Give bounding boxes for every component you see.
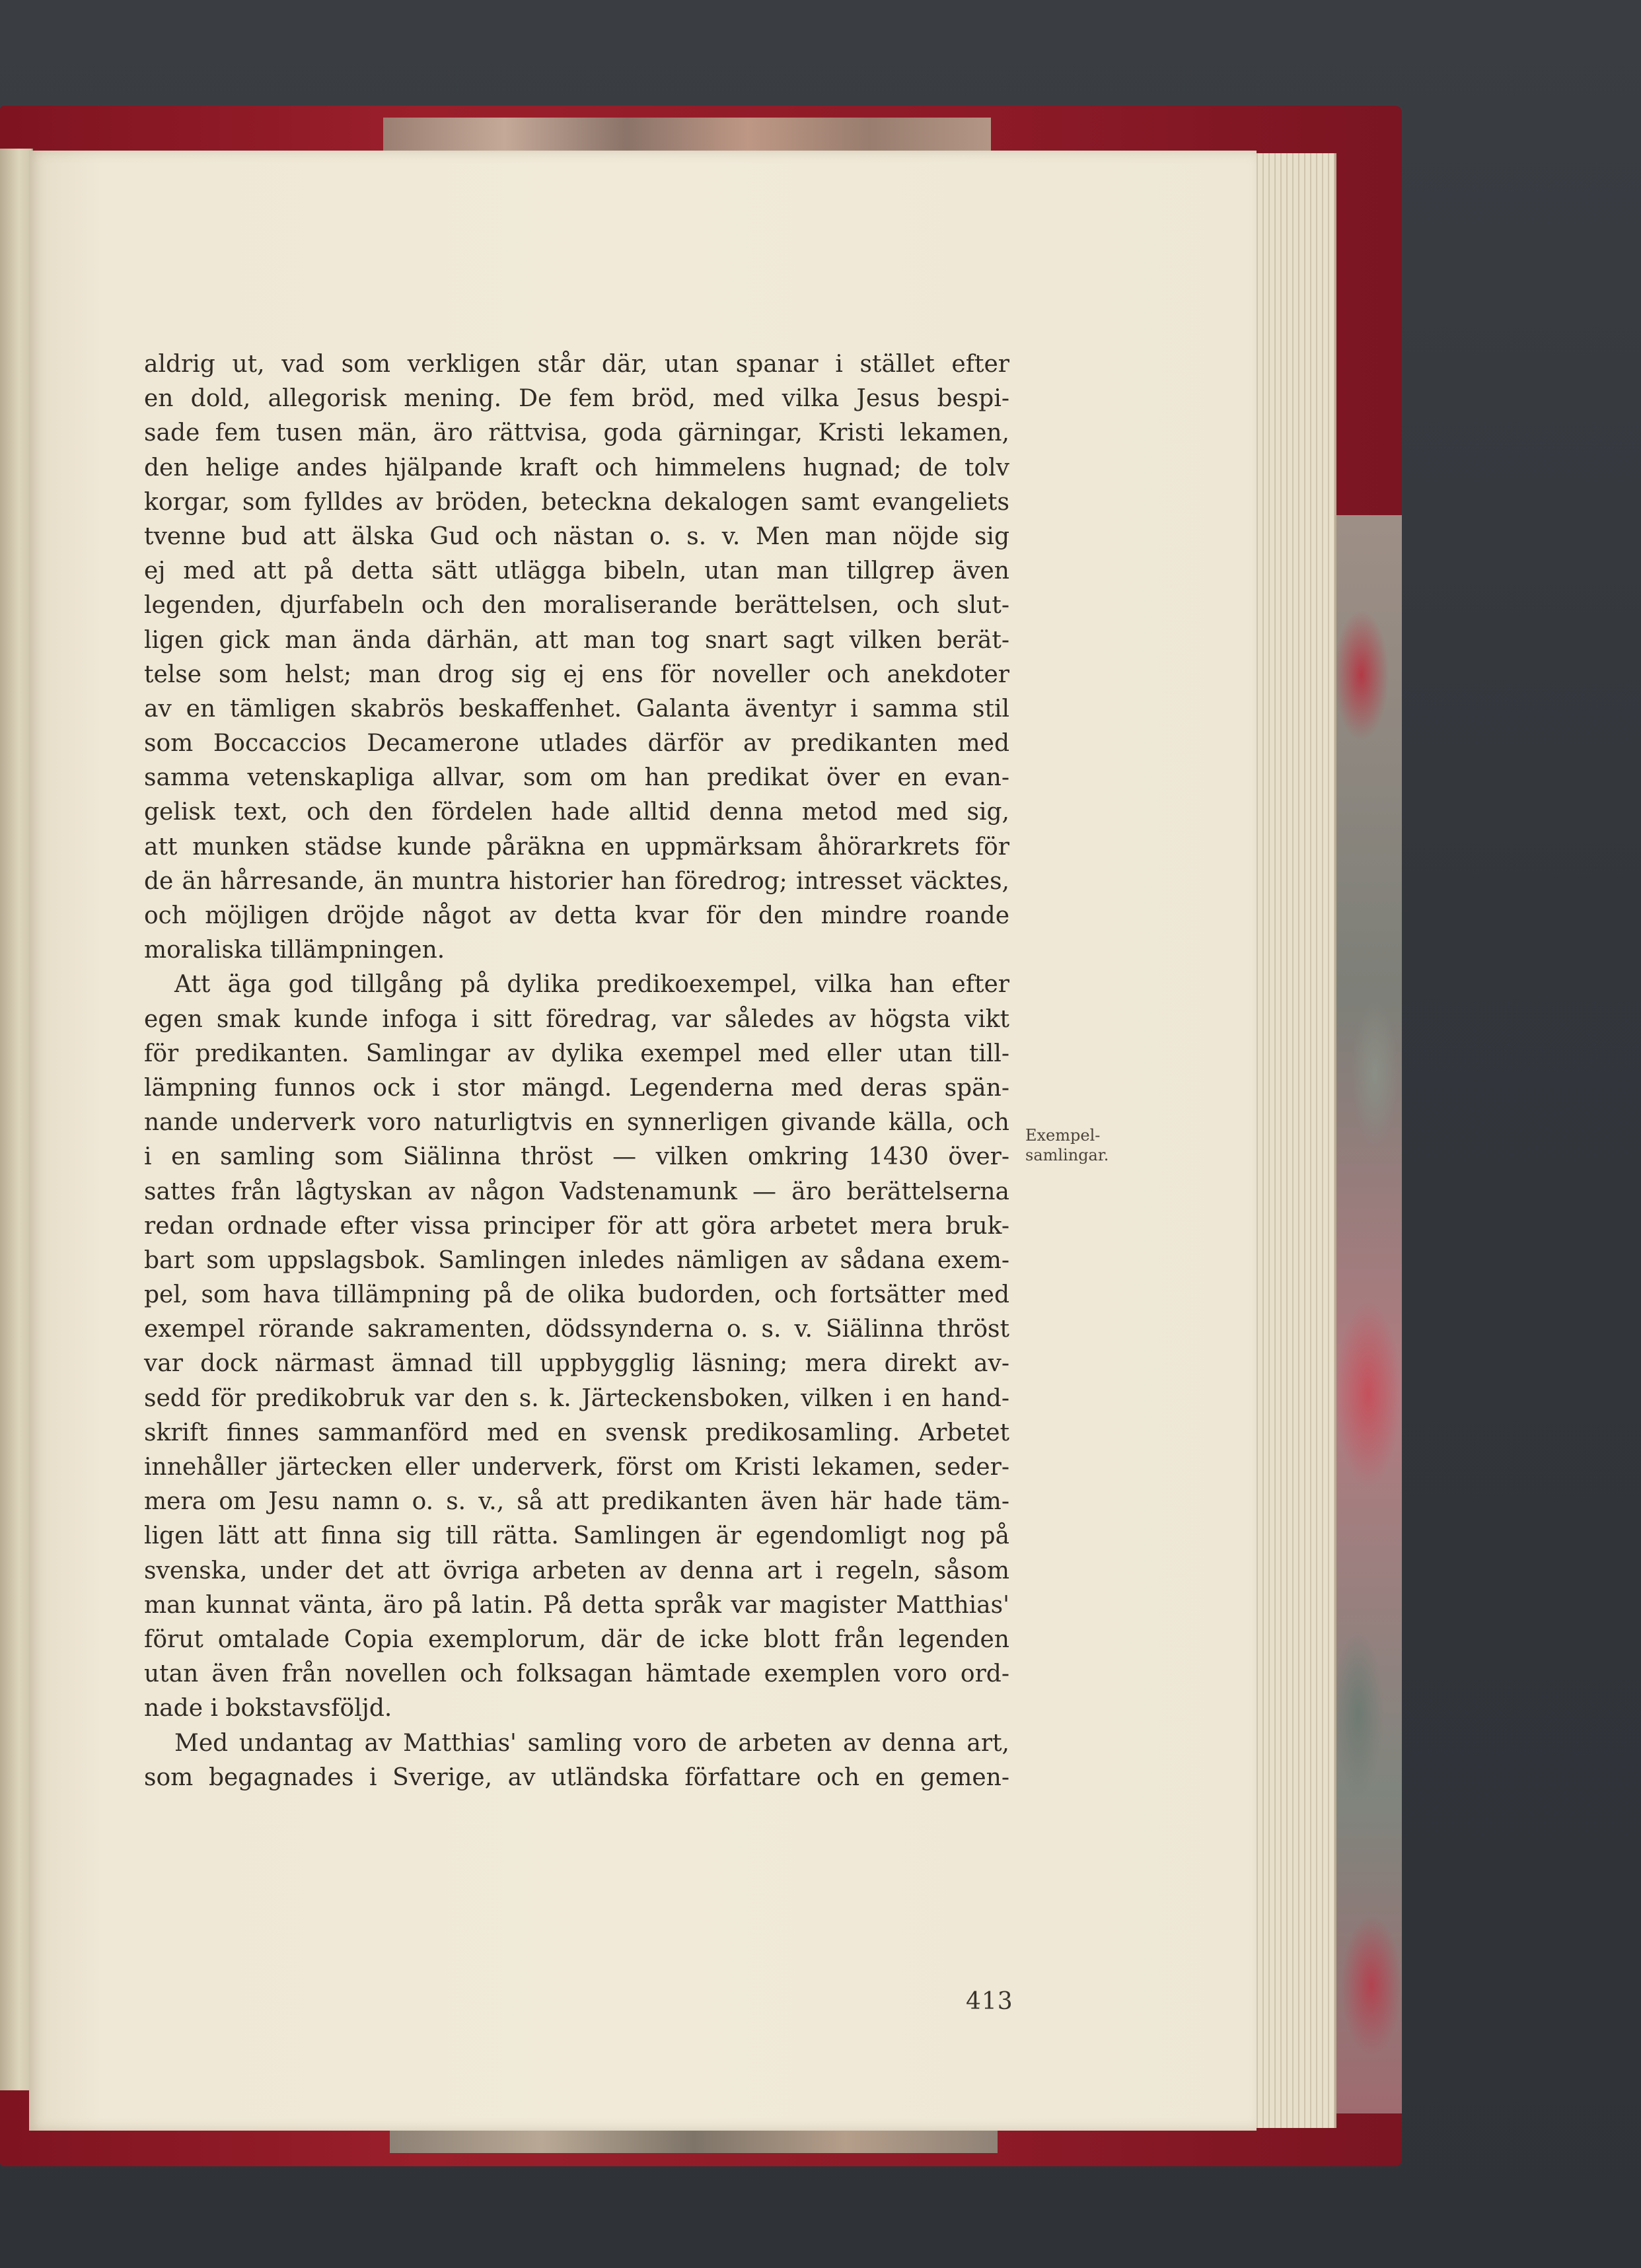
page-stack-edge <box>1252 153 1336 2128</box>
text-line: ligen lätt att finna sig till rätta. Samlingen är egendomligt nog på <box>144 1522 1009 1550</box>
text-line: som Boccaccios Decamerone utlades därför av predikanten med <box>144 730 1009 758</box>
body-text <box>144 347 1009 1795</box>
text-line: var dock närmast ämnad till uppbygglig läsning; mera direkt av- <box>144 1350 1009 1378</box>
text-line: legenden, djurfabeln och den moraliserande berättelsen, och slut- <box>144 592 1009 620</box>
text-line: en dold, allegorisk mening. De fem bröd, med vilka Jesus bespi- <box>144 385 1009 413</box>
text-line: telse som helst; man drog sig ej ens för noveller och anekdoter <box>144 660 1009 688</box>
text-line: förut omtalade Copia exemplorum, där de icke blott från legenden <box>144 1625 1009 1653</box>
text-line: redan ordnade efter vissa principer för att göra arbetet mera bruk- <box>144 1212 1009 1240</box>
text-line: man kunnat vänta, äro på latin. På detta språk var magister Matthias' <box>144 1591 1009 1619</box>
text-line: Med undantag av Matthias' samling voro de arbeten av denna art, <box>174 1729 1009 1757</box>
text-line: de än hårresande, än muntra historier han föredrog; intresset väcktes, <box>144 867 1009 895</box>
left-page-edge <box>0 149 33 2090</box>
text-line: egen smak kunde infoga i sitt föredrag, var således av högsta vikt <box>144 1005 1009 1033</box>
text-line: exempel rörande sakramenten, dödssynderna o. s. v. Siälinna thröst <box>144 1316 1009 1343</box>
text-line: nande underverk voro naturligtvis en synnerligen givande källa, och <box>144 1109 1009 1137</box>
text-line: för predikanten. Samlingar av dylika exempel med eller utan till- <box>144 1040 1009 1067</box>
text-line: den helige andes hjälpande kraft och himmelens hugnad; de tolv <box>144 454 1009 481</box>
margin-note <box>1025 1125 1109 1165</box>
text-line: att munken städse kunde påräkna en uppmärksam åhörarkrets för <box>144 833 1009 861</box>
text-line: ej med att på detta sätt utlägga bibeln, utan man tillgrep även <box>144 557 1009 585</box>
text-line: lämpning funnos ock i stor mängd. Legenderna med deras spän- <box>144 1074 1009 1102</box>
text-line: svenska, under det att övriga arbeten av denna art i regeln, såsom <box>144 1557 1009 1584</box>
margin-note-line: samlingar. <box>1025 1146 1109 1164</box>
text-line: sedd för predikobruk var den s. k. Järteckensboken, vilken i en hand- <box>144 1384 1009 1412</box>
text-line: utan även från novellen och folksagan hämtade exemplen voro ord- <box>144 1660 1009 1688</box>
text-line: bart som uppslagsbok. Samlingen inledes nämligen av sådana exem- <box>144 1246 1009 1274</box>
marbled-endpaper <box>1334 515 1402 2113</box>
text-line: aldrig ut, vad som verkligen står där, utan spanar i stället efter <box>144 351 1009 378</box>
text-line: ligen gick man ända därhän, att man tog snart sagt vilken berät- <box>144 626 1009 654</box>
text-line: och möjligen dröjde något av detta kvar för den mindre roande <box>144 902 1009 929</box>
text-line: skrift finnes sammanförd med en svensk predikosamling. Arbetet <box>144 1419 1009 1446</box>
text-line: i en samling som Siälinna thröst — vilken omkring 1430 över- <box>144 1143 1009 1171</box>
text-line: av en tämligen skabrös beskaffenhet. Galanta äventyr i samma stil <box>144 695 1009 723</box>
text-line: pel, som hava tillämpning på de olika budorden, och fortsätter med <box>144 1281 1009 1309</box>
text-line: Att äga god tillgång på dylika predikoexempel, vilka han efter <box>174 971 1009 999</box>
text-line: tvenne bud att älska Gud och nästan o. s. v. Men man nöjde sig <box>144 522 1009 550</box>
text-line: nade i bokstavsföljd. <box>144 1695 392 1722</box>
text-line: moraliska tillämpningen. <box>144 937 445 964</box>
text-line: sattes från lågtyskan av någon Vadstenamunk — äro berättelserna <box>144 1178 1009 1205</box>
text-line: sade fem tusen män, äro rättvisa, goda gärningar, Kristi lekamen, <box>144 419 1009 447</box>
text-line: korgar, som fylldes av bröden, beteckna dekalogen samt evangeliets <box>144 488 1009 516</box>
text-line: innehåller järtecken eller underverk, först om Kristi lekamen, seder- <box>144 1454 1009 1481</box>
marbled-edge-bottom <box>390 2131 998 2153</box>
text-line: samma vetenskapliga allvar, som om han predikat över en evan- <box>144 764 1009 792</box>
margin-note-line: Exempel- <box>1025 1126 1101 1145</box>
text-line: mera om Jesu namn o. s. v., så att predikanten även här hade täm- <box>144 1488 1009 1516</box>
text-line: som begagnades i Sverige, av utländska författare och en gemen- <box>144 1763 1009 1791</box>
book-page <box>29 151 1257 2131</box>
text-line: gelisk text, och den fördelen hade alltid denna metod med sig, <box>144 798 1009 826</box>
page-number: 413 <box>966 1988 1013 2015</box>
